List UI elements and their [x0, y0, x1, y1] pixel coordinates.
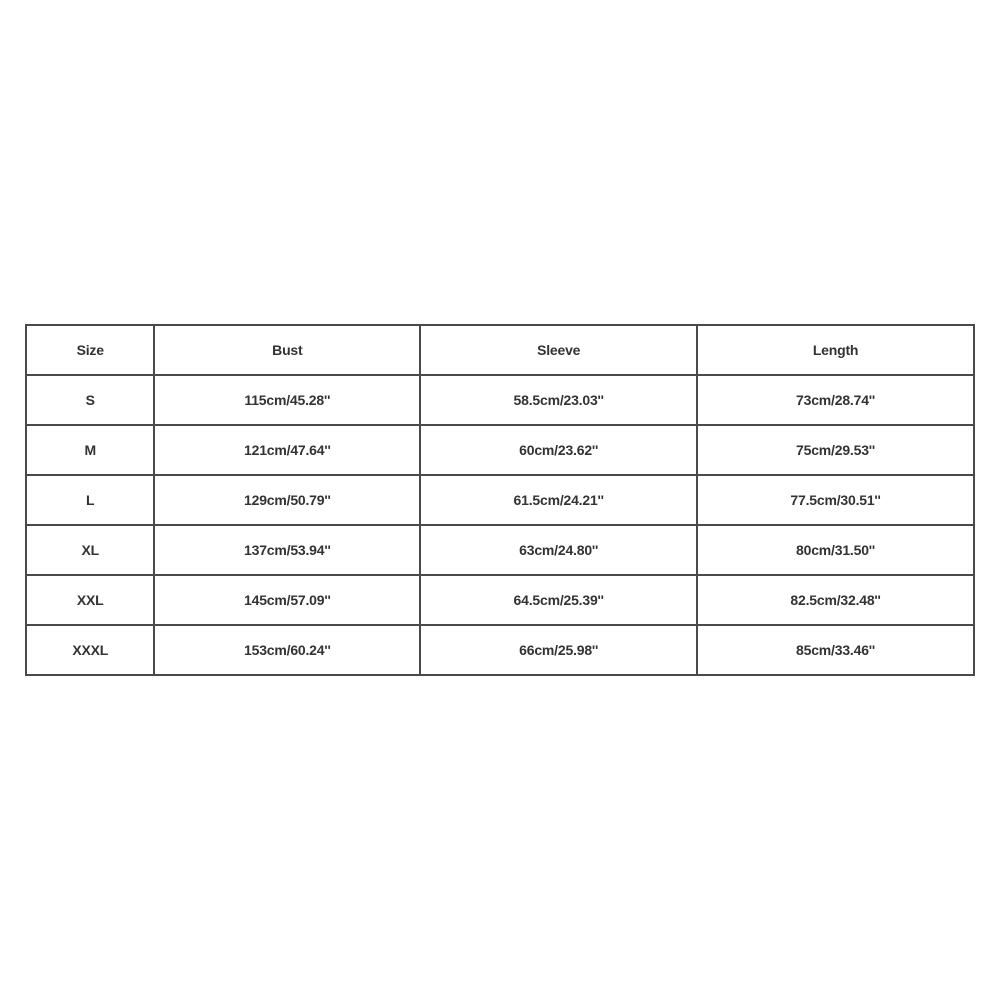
table-header-row: [26, 325, 974, 375]
cell-length: 82.5cm/32.48'': [697, 575, 974, 625]
cell-bust: 153cm/60.24'': [154, 625, 420, 675]
cell-bust: 129cm/50.79'': [154, 475, 420, 525]
cell-length: 80cm/31.50'': [697, 525, 974, 575]
cell-size: XXXL: [26, 625, 154, 675]
cell-sleeve: 66cm/25.98'': [420, 625, 697, 675]
cell-sleeve: 64.5cm/25.39'': [420, 575, 697, 625]
table-row: [26, 625, 974, 675]
table-row: [26, 475, 974, 525]
cell-sleeve: 61.5cm/24.21'': [420, 475, 697, 525]
table-row: [26, 375, 974, 425]
cell-length: 85cm/33.46'': [697, 625, 974, 675]
table-row: [26, 575, 974, 625]
cell-bust: 121cm/47.64'': [154, 425, 420, 475]
cell-bust: 145cm/57.09'': [154, 575, 420, 625]
cell-length: 73cm/28.74'': [697, 375, 974, 425]
cell-size: M: [26, 425, 154, 475]
cell-bust: 137cm/53.94'': [154, 525, 420, 575]
cell-size: L: [26, 475, 154, 525]
size-chart-table: [25, 324, 975, 676]
cell-sleeve: 58.5cm/23.03'': [420, 375, 697, 425]
cell-size: XXL: [26, 575, 154, 625]
cell-sleeve: 60cm/23.62'': [420, 425, 697, 475]
cell-length: 75cm/29.53'': [697, 425, 974, 475]
cell-length: 77.5cm/30.51'': [697, 475, 974, 525]
table-row: [26, 525, 974, 575]
header-length: Length: [697, 325, 974, 375]
cell-size: S: [26, 375, 154, 425]
cell-sleeve: 63cm/24.80'': [420, 525, 697, 575]
header-sleeve: Sleeve: [420, 325, 697, 375]
cell-bust: 115cm/45.28'': [154, 375, 420, 425]
table-row: [26, 425, 974, 475]
cell-size: XL: [26, 525, 154, 575]
header-size: Size: [26, 325, 154, 375]
header-bust: Bust: [154, 325, 420, 375]
